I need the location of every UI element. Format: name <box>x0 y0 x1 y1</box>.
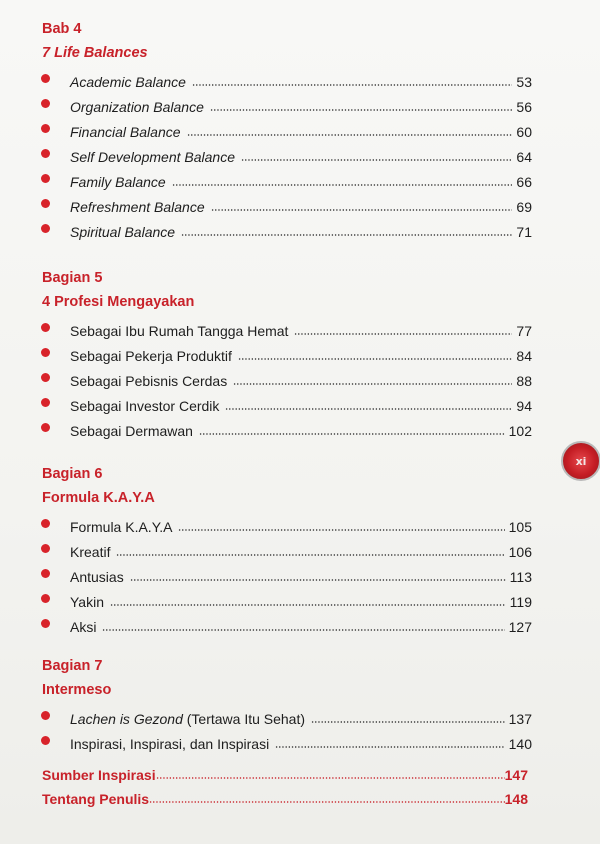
entry-title: Formula K.A.Y.A <box>70 519 173 535</box>
entry-title: Self Development Balance <box>70 149 235 165</box>
toc-entry[interactable] <box>42 536 532 561</box>
bullet-icon <box>41 519 50 528</box>
dot-leader <box>225 407 512 411</box>
toc-entry[interactable] <box>42 216 532 241</box>
bullet-icon <box>41 149 50 158</box>
toc-entry[interactable] <box>42 703 532 728</box>
page-number: 140 <box>508 736 532 752</box>
page-number: 94 <box>516 398 532 414</box>
dot-leader <box>275 745 504 749</box>
entry-title: Sebagai Ibu Rumah Tangga Hemat <box>70 323 289 339</box>
entry-title-italic: Lachen is Gezond <box>70 711 183 727</box>
section-bagian-7 <box>42 657 532 753</box>
toc-entry[interactable] <box>42 611 532 636</box>
entry-title: Sebagai Pekerja Produktif <box>70 348 232 364</box>
bullet-icon <box>41 99 50 108</box>
toc-entry[interactable] <box>42 511 532 536</box>
dot-leader <box>178 528 504 532</box>
page-tab-marker <box>561 441 600 481</box>
page-number: 148 <box>504 791 528 807</box>
entry-title: Sumber Inspirasi <box>42 767 156 783</box>
bullet-icon <box>41 423 50 432</box>
section-bab-4 <box>42 20 532 241</box>
dot-leader <box>311 720 505 724</box>
toc-entry[interactable] <box>42 141 532 166</box>
page-number: 127 <box>508 619 532 635</box>
toc-entry[interactable] <box>42 91 532 116</box>
dot-leader <box>241 158 512 162</box>
page-number: 88 <box>516 373 532 389</box>
page-number: 56 <box>516 99 532 115</box>
page-number: 60 <box>516 124 532 140</box>
page-number: 113 <box>509 569 532 585</box>
page-number: 53 <box>516 74 532 90</box>
entry-title: Refreshment Balance <box>70 199 205 215</box>
bullet-icon <box>41 398 50 407</box>
bullet-icon <box>41 736 50 745</box>
toc-entry[interactable] <box>42 191 532 216</box>
section-title: Formula K.A.Y.A <box>42 490 155 506</box>
entry-title: Financial Balance <box>70 124 181 140</box>
entry-title: Inspirasi, Inspirasi, dan Inspirasi <box>70 736 270 752</box>
page-number: 84 <box>516 348 532 364</box>
dot-leader <box>102 628 504 632</box>
toc-entry[interactable] <box>42 586 532 611</box>
dot-leader <box>192 83 512 87</box>
page-number: 66 <box>516 174 532 190</box>
entry-title: Family Balance <box>70 174 166 190</box>
dot-leader <box>172 183 513 187</box>
page-tab-number: xi <box>575 454 587 468</box>
page-number: 102 <box>508 423 532 439</box>
bullet-icon <box>41 594 50 603</box>
entry-title: Sebagai Investor Cerdik <box>70 398 220 414</box>
page-number: 71 <box>516 224 532 240</box>
toc-entry[interactable] <box>42 415 532 440</box>
toc-entry[interactable] <box>42 340 532 365</box>
toc-entry[interactable] <box>42 116 532 141</box>
section-label: Bagian 7 <box>42 658 103 674</box>
section-title: 7 Life Balances <box>42 45 148 61</box>
dot-leader <box>156 776 505 780</box>
bullet-icon <box>41 569 50 578</box>
section-bagian-6 <box>42 465 532 636</box>
entry-title: Aksi <box>70 619 97 635</box>
bullet-icon <box>41 124 50 133</box>
entry-title <box>70 710 311 728</box>
toc-entry[interactable] <box>42 561 532 586</box>
toc-entry[interactable] <box>42 728 532 753</box>
entry-title: Sebagai Pebisnis Cerdas <box>70 373 228 389</box>
section-label: Bab 4 <box>42 21 82 37</box>
page-number: 147 <box>504 767 528 783</box>
toc-entry[interactable] <box>42 166 532 191</box>
entry-title: Sebagai Dermawan <box>70 423 193 439</box>
bullet-icon <box>41 373 50 382</box>
entry-title: Kreatif <box>70 544 111 560</box>
dot-leader <box>116 553 504 557</box>
page-number: 105 <box>508 519 532 535</box>
entry-title: Yakin <box>70 594 104 610</box>
page-number: 69 <box>516 199 532 215</box>
dot-leader <box>149 800 505 804</box>
page-number: 64 <box>516 149 532 165</box>
section-label: Bagian 6 <box>42 466 103 482</box>
section-label: Bagian 5 <box>42 270 103 286</box>
dot-leader <box>211 208 513 212</box>
toc-entry[interactable] <box>42 365 532 390</box>
dot-leader <box>110 603 506 607</box>
toc-entry-sumber-inspirasi[interactable] <box>42 764 528 784</box>
entry-title: Academic Balance <box>70 74 186 90</box>
section-title: 4 Profesi Mengayakan <box>42 294 195 310</box>
dot-leader <box>238 357 513 361</box>
entry-title: Antusias <box>70 569 124 585</box>
page-number: 119 <box>509 594 532 610</box>
entry-title: Spiritual Balance <box>70 224 176 240</box>
dot-leader <box>187 133 513 137</box>
toc-entry-tentang-penulis[interactable] <box>42 788 528 808</box>
entry-title-rest: (Tertawa Itu Sehat) <box>182 711 306 727</box>
page-number: 137 <box>508 711 532 727</box>
entry-title: Organization Balance <box>70 99 204 115</box>
bullet-icon <box>41 224 50 233</box>
bullet-icon <box>41 74 50 83</box>
dot-leader <box>210 108 513 112</box>
dot-leader <box>233 382 512 386</box>
bullet-icon <box>41 199 50 208</box>
dot-leader <box>181 233 512 237</box>
bullet-icon <box>41 174 50 183</box>
toc-entry[interactable] <box>42 390 532 415</box>
page-number: 77 <box>516 323 532 339</box>
bullet-icon <box>41 711 50 720</box>
bullet-icon <box>41 348 50 357</box>
section-title: Intermeso <box>42 682 112 698</box>
entry-title: Tentang Penulis <box>42 791 150 807</box>
section-bagian-5 <box>42 269 532 440</box>
bullet-icon <box>41 323 50 332</box>
page-number: 106 <box>508 544 532 560</box>
toc-entry[interactable] <box>42 315 532 340</box>
dot-leader <box>130 578 506 582</box>
dot-leader <box>294 332 512 336</box>
toc-entry[interactable] <box>42 66 532 91</box>
bullet-icon <box>41 619 50 628</box>
bullet-icon <box>41 544 50 553</box>
dot-leader <box>199 432 505 436</box>
